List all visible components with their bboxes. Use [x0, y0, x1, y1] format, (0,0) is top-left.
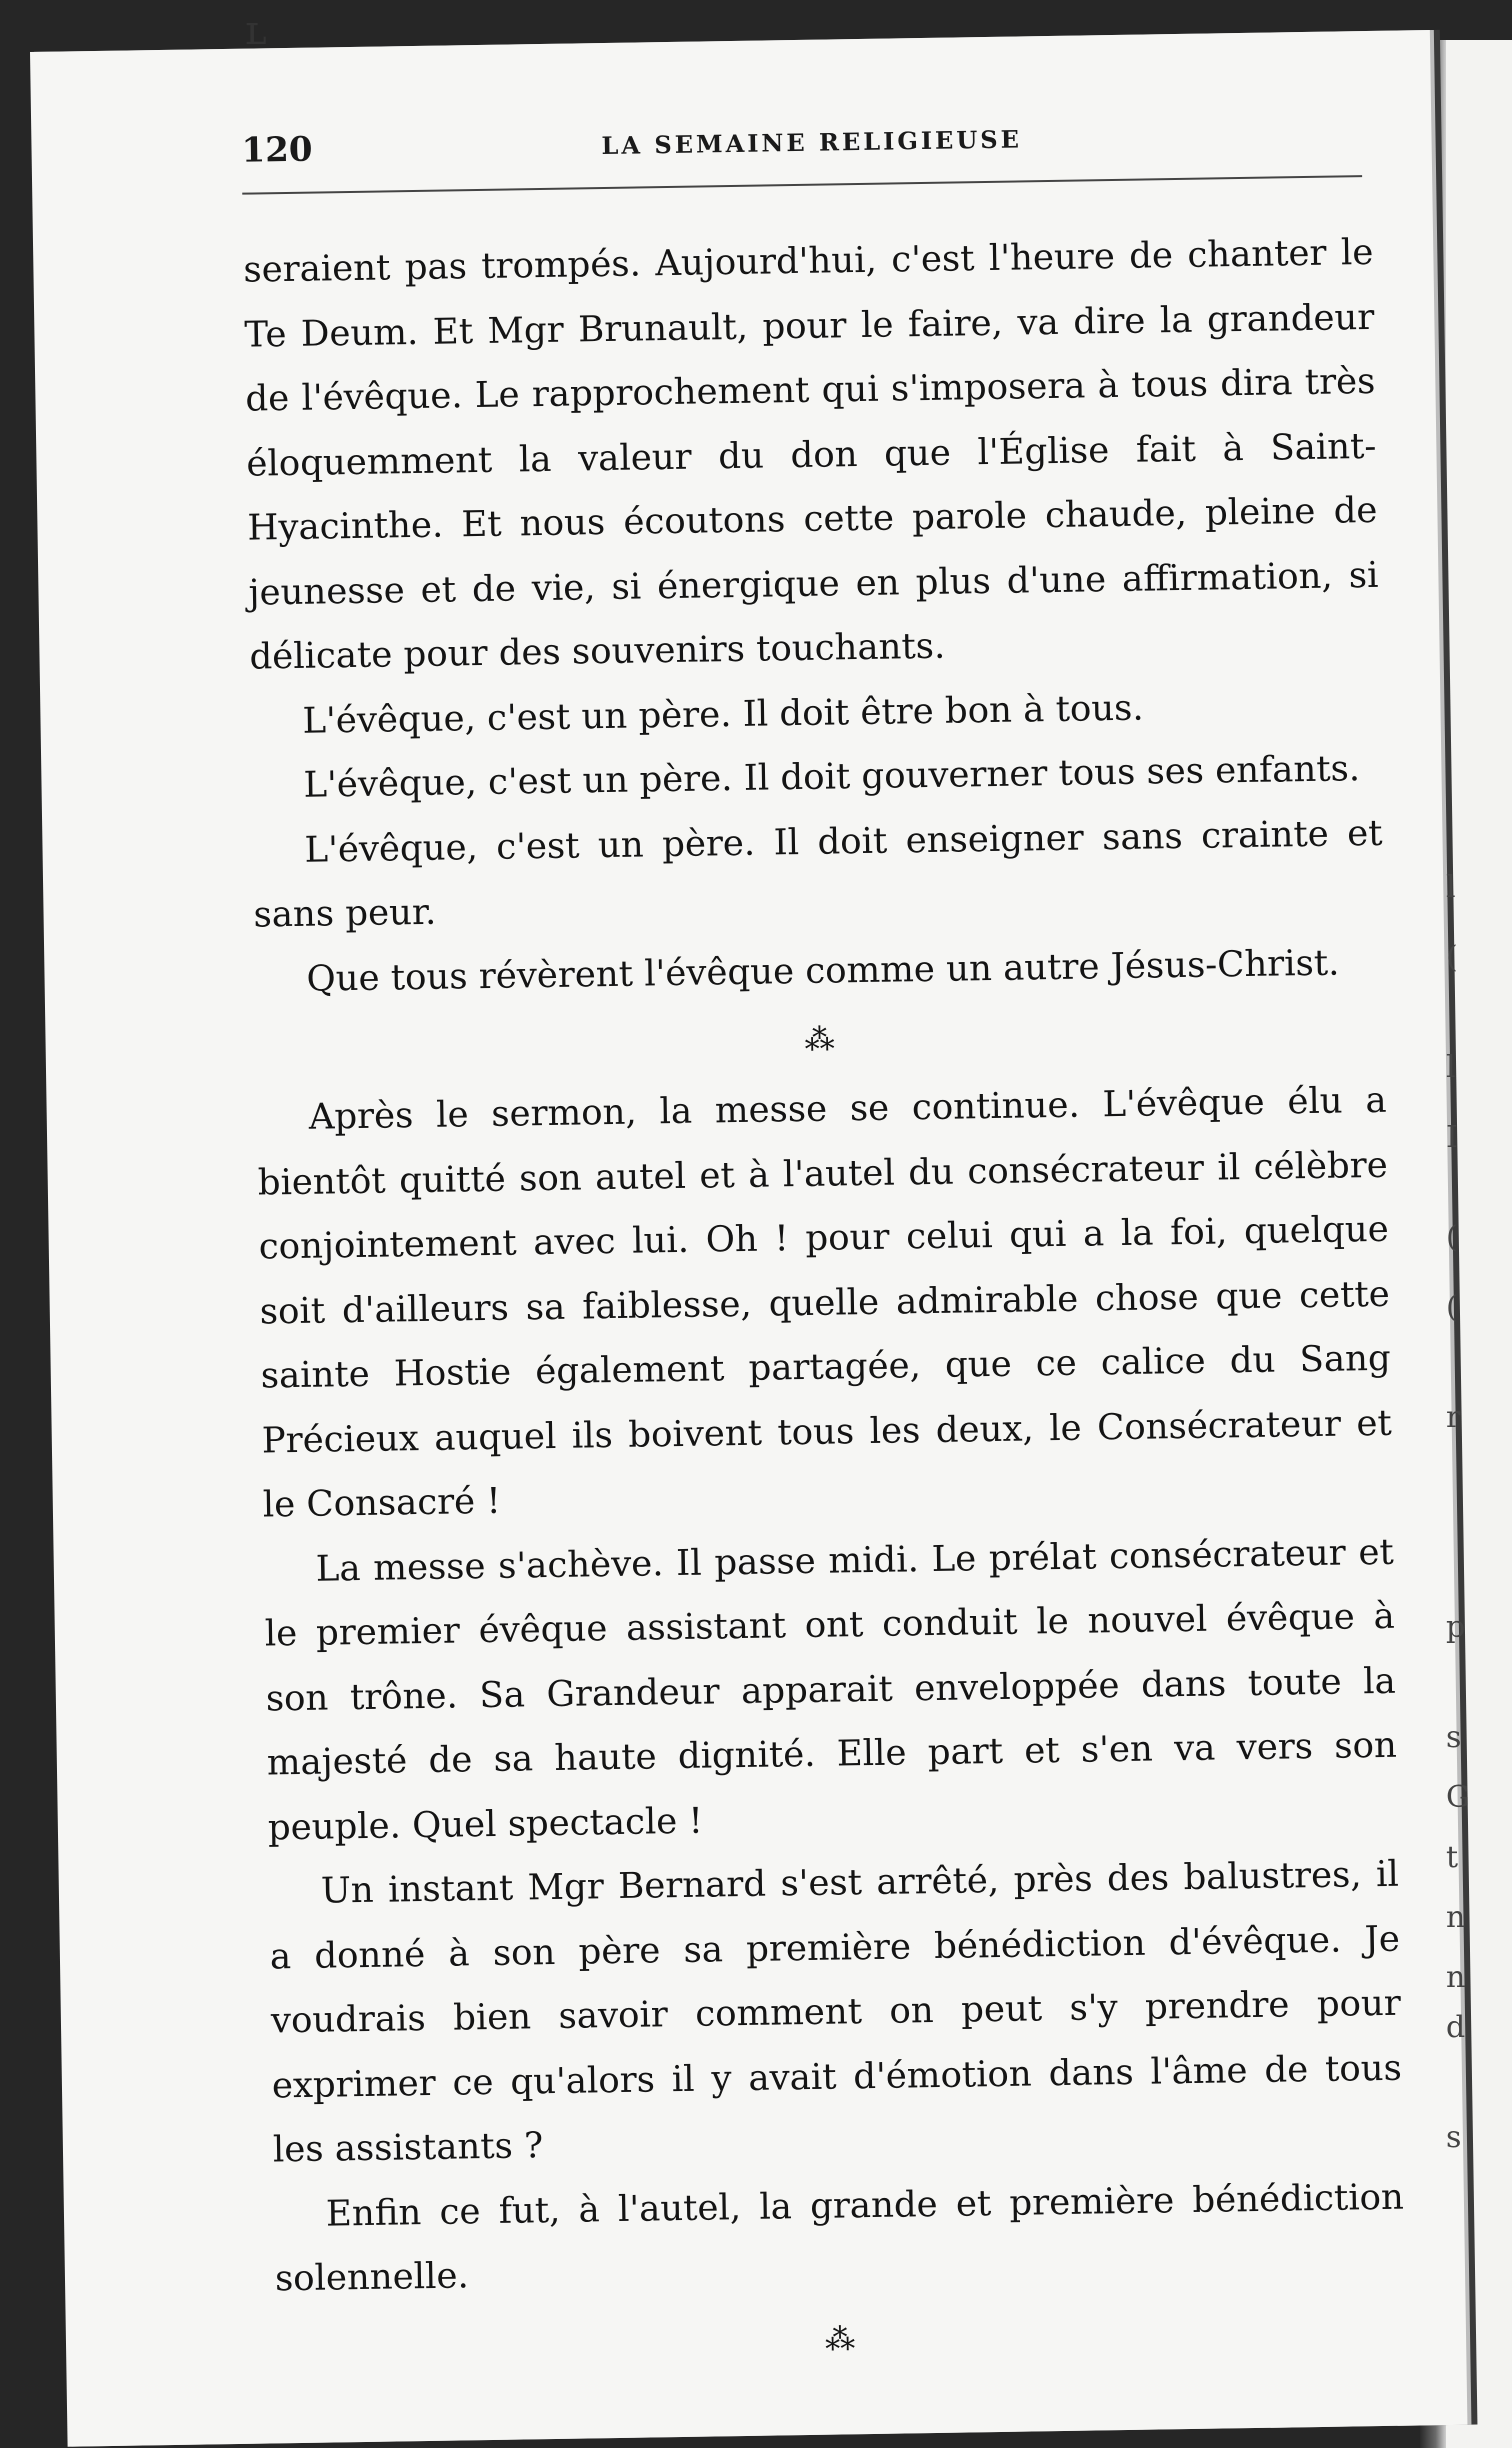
asterism-2: ⁂ — [824, 2321, 858, 2358]
book-page — [30, 30, 1467, 2447]
facing-page-letter: t — [1446, 1840, 1459, 1875]
page-number: 120 — [241, 129, 313, 171]
facing-page-letter: l — [1446, 870, 1456, 905]
facing-page-letter: n — [1446, 1900, 1466, 1935]
asterism-1: ⁂ — [804, 1022, 837, 1058]
paragraph-sermon: Après le sermon, la messe se continue. L'évêque élu a bientôt quitté son autel et à l'autel du consécrateur il célèbre conjointement avec lui. Oh ! pour celui qui a la foi, quelque soit d'ailleurs sa faiblesse, quelle admirable chose que cette sainte Hostie également partagée, que ce calice du Sang Précieux auquel ils boivent tous les deux, le Consécrateur et le Consacré ! — [257, 1079, 1393, 1526]
facing-page-letter: ( — [1446, 1290, 1458, 1325]
paragraph-reverent: Que tous révèrent l'évêque comme un autre Jésus-Christ. — [306, 942, 1340, 1000]
paragraph-te-deum: seraient pas trompés. Aujourd'hui, c'est l'heure de chanter le Te Deum. Et Mgr Brunault, pour le faire, va dire la grandeur de l'évêque. Le rapprochement qui s'imposera à tous dira très éloquemment la valeur du don que l'Église fait à Saint-Hyacinthe. Et nous écoutons cette parole chaude, pleine de jeunesse et de vie, si énergique en plus d'une affirmation, si délicate pour des souvenirs touchants. — [243, 231, 1379, 678]
facing-page-letter: ( — [1446, 1220, 1458, 1255]
running-head: LA SEMAINE RELIGIEUSE — [601, 124, 1023, 161]
paragraph-bon: L'évêque, c'est un père. Il doit être bon à tous. — [302, 687, 1144, 742]
facing-page-letter: d — [1446, 2010, 1466, 2045]
paragraph-gouverner: L'évêque, c'est un père. Il doit gouverner tous ses enfants. — [303, 748, 1361, 806]
body-text — [243, 221, 1407, 2386]
facing-page-letter: r — [1446, 1400, 1461, 1435]
paragraph-bernard: Un instant Mgr Bernard s'est arrêté, près des balustres, il a donné à son père sa première bénédiction d'évêque. Je voudrais bien savoir comment on peut s'y prendre pour exprimer ce qu'alors il y avait d'émotion dans l'âme de tous les assistants ? — [269, 1853, 1403, 2171]
facing-page-letter: ( — [1446, 940, 1458, 975]
facing-page-letter: s — [1446, 1720, 1462, 1755]
facing-page-letter: p — [1446, 1610, 1466, 1645]
facing-page-letter: G — [1446, 1780, 1470, 1815]
paragraph-messe: La messe s'achève. Il passe midi. Le prélat consécrateur et le premier évêque assistant ont conduit le nouvel évêque à son trône. Sa Grandeur apparait enveloppée dans toute la majesté de sa haute dignité. Elle part et s'en va vers son peuple. Quel spectacle ! — [264, 1531, 1398, 1848]
facing-page-letter: n — [1446, 1960, 1466, 1995]
page-header — [241, 113, 1372, 191]
facing-page-letter: s — [1446, 2120, 1462, 2155]
paragraph-enseigner: L'évêque, c'est un père. Il doit enseigner sans crainte et sans peur. — [253, 812, 1383, 936]
facing-page-letter: I — [1446, 1120, 1458, 1155]
corner-mark: ʟ — [245, 8, 267, 54]
paragraph-benediction: Enfin ce fut, à l'autel, la grande et première bénédiction solennelle. — [274, 2176, 1405, 2300]
header-rule — [242, 175, 1362, 195]
facing-page-letter: l — [1446, 1050, 1456, 1085]
